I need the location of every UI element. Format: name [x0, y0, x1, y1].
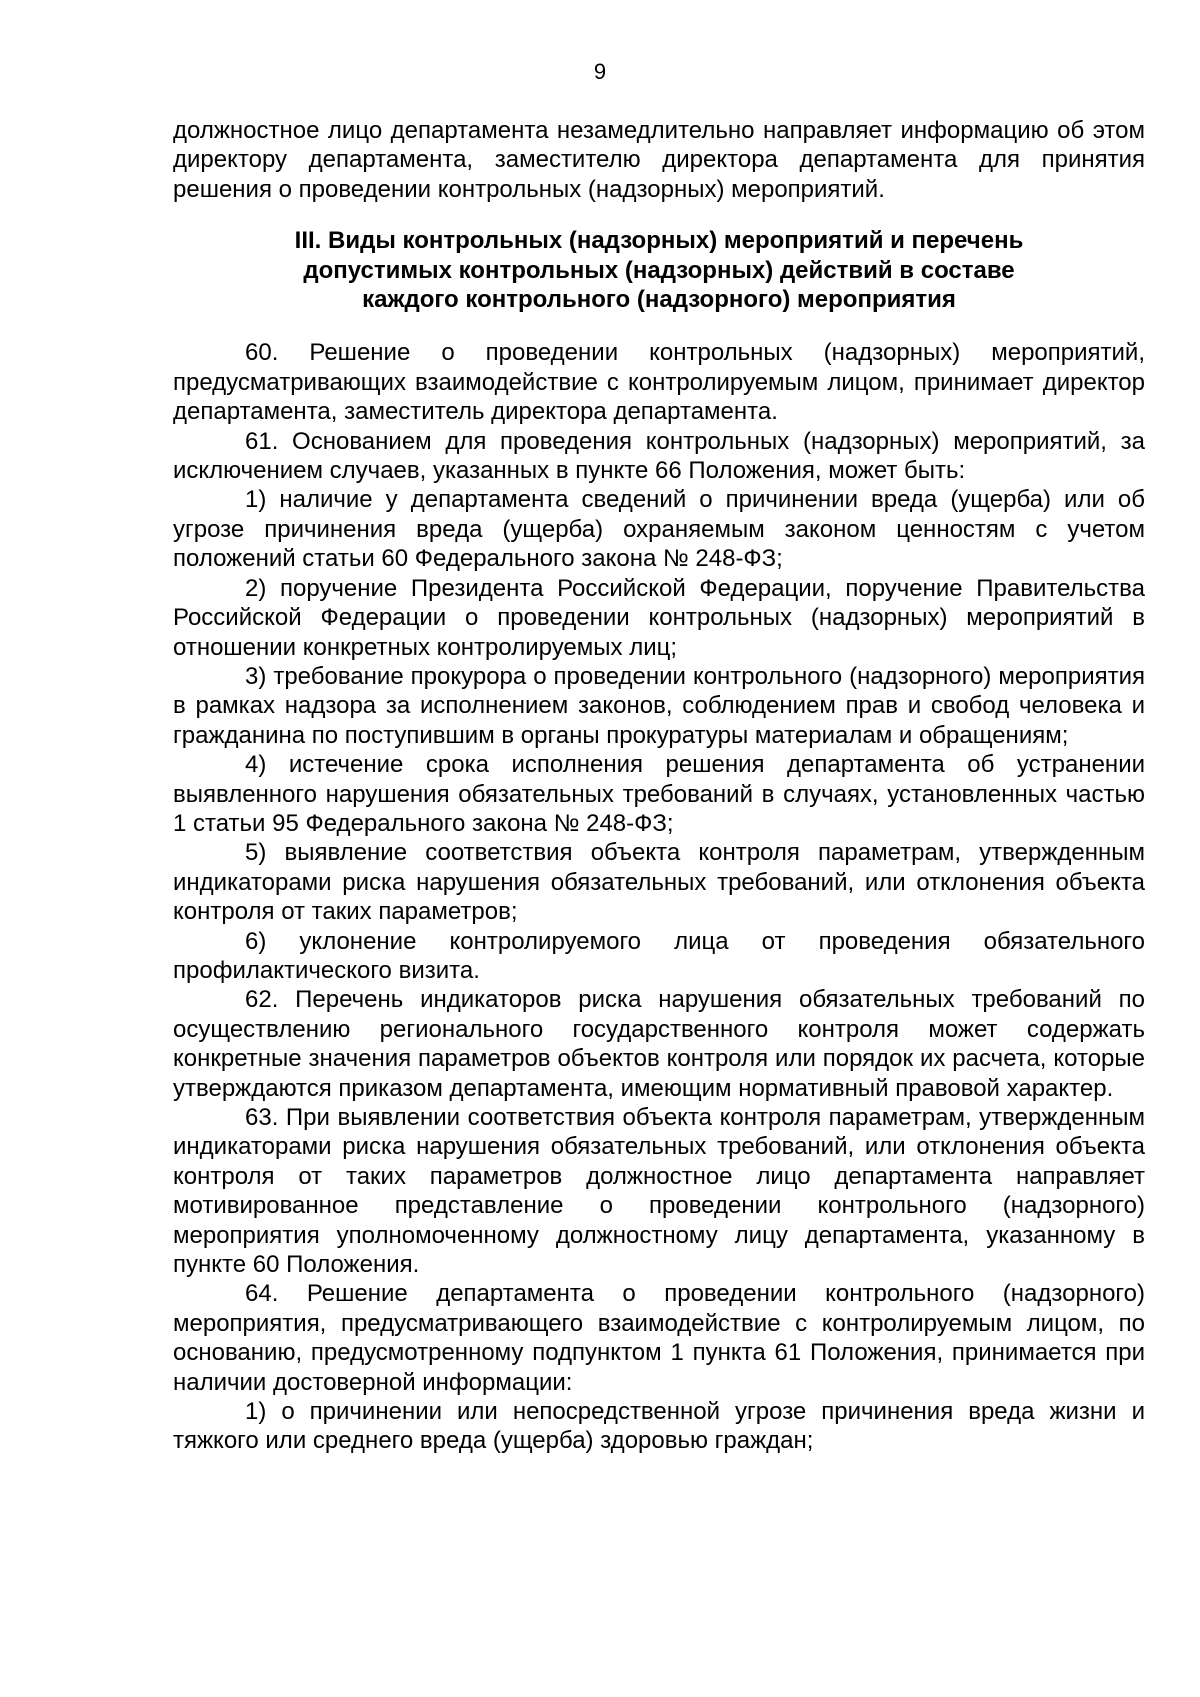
paragraph-61-item-4: 4) истечение срока исполнения решения департамента об устранении выявленного нарушения обязательных требований в случаях, установленных частью 1 статьи 95 Федерального закона № 248-ФЗ; [173, 751, 1145, 837]
paragraph-63: 63. При выявлении соответствия объекта контроля параметрам, утвержденным индикаторами риска нарушения обязательных требований, или отклонения объекта контроля от таких параметров должностное лицо департамента направляет мотивированное представление о проведении контрольного (надзорного) мероприятия уполномоченному должностному лицу департамента, указанному в пункте 60 Положения. [173, 1104, 1145, 1279]
paragraph-61-item-6: 6) уклонение контролируемого лица от проведения обязательного профилактического визита. [173, 927, 1145, 984]
paragraph-62: 62. Перечень индикаторов риска нарушения обязательных требований по осуществлению регионального государственного контроля может содержать конкретные значения параметров объектов контроля или порядок их расчета, которые утверждаются приказом департамента, имеющим нормативный правовой характер. [173, 986, 1145, 1102]
paragraph-64-item-1: 1) о причинении или непосредственной угрозе причинения вреда жизни и тяжкого или среднего вреда (ущерба) здоровью граждан; [173, 1398, 1145, 1455]
document-body [173, 116, 1145, 1456]
paragraph-61-item-2: 2) поручение Президента Российской Федерации, поручение Правительства Российской Федерации о проведении контрольных (надзорных) мероприятий в отношении конкретных контролируемых лиц; [173, 574, 1145, 661]
section-heading-line: каждого контрольного (надзорного) мероприятия [362, 286, 956, 314]
paragraph-61-item-3: 3) требование прокурора о проведении контрольного (надзорного) мероприятия в рамках надзора за исполнением законов, соблюдением прав и свобод человека и гражданина по поступившим в органы прокуратуры материалам и обращениям; [173, 662, 1145, 749]
paragraph-64: 64. Решение департамента о проведении контрольного (надзорного) мероприятия, предусматривающего взаимодействие с контролируемым лицом, по основанию, предусмотренному подпунктом 1 пункта 61 Положения, принимается при наличии достоверной информации: [173, 1280, 1145, 1396]
page-number: 9 [593, 59, 607, 84]
paragraph-61-item-1: 1) наличие у департамента сведений о причинении вреда (ущерба) или об угрозе причинения вреда (ущерба) охраняемым законом ценностям с учетом положений статьи 60 Федерального закона № 248-ФЗ; [173, 486, 1145, 573]
paragraph-61: 61. Основанием для проведения контрольных (надзорных) мероприятий, за исключением случаев, указанных в пункте 66 Положения, может быть: [173, 427, 1145, 485]
intro-paragraph: должностное лицо департамента незамедлительно направляет информацию об этом директору департамента, заместителю директора департамента для принятия решения о проведении контрольных (надзорных) мероприятий. [173, 117, 1145, 203]
section-heading-line: допустимых контрольных (надзорных) действий в составе [303, 256, 1015, 284]
paragraph-61-item-5: 5) выявление соответствия объекта контроля параметрам, утвержденным индикаторами риска нарушения обязательных требований, или отклонения объекта контроля от таких параметров; [173, 839, 1145, 926]
section-heading-line: III. Виды контрольных (надзорных) мероприятий и перечень [294, 227, 1024, 255]
paragraph-60: 60. Решение о проведении контрольных (надзорных) мероприятий, предусматривающих взаимодействие с контролируемым лицом, принимает директор департамента, заместитель директора департамента. [173, 339, 1145, 426]
section-heading [173, 226, 1145, 314]
